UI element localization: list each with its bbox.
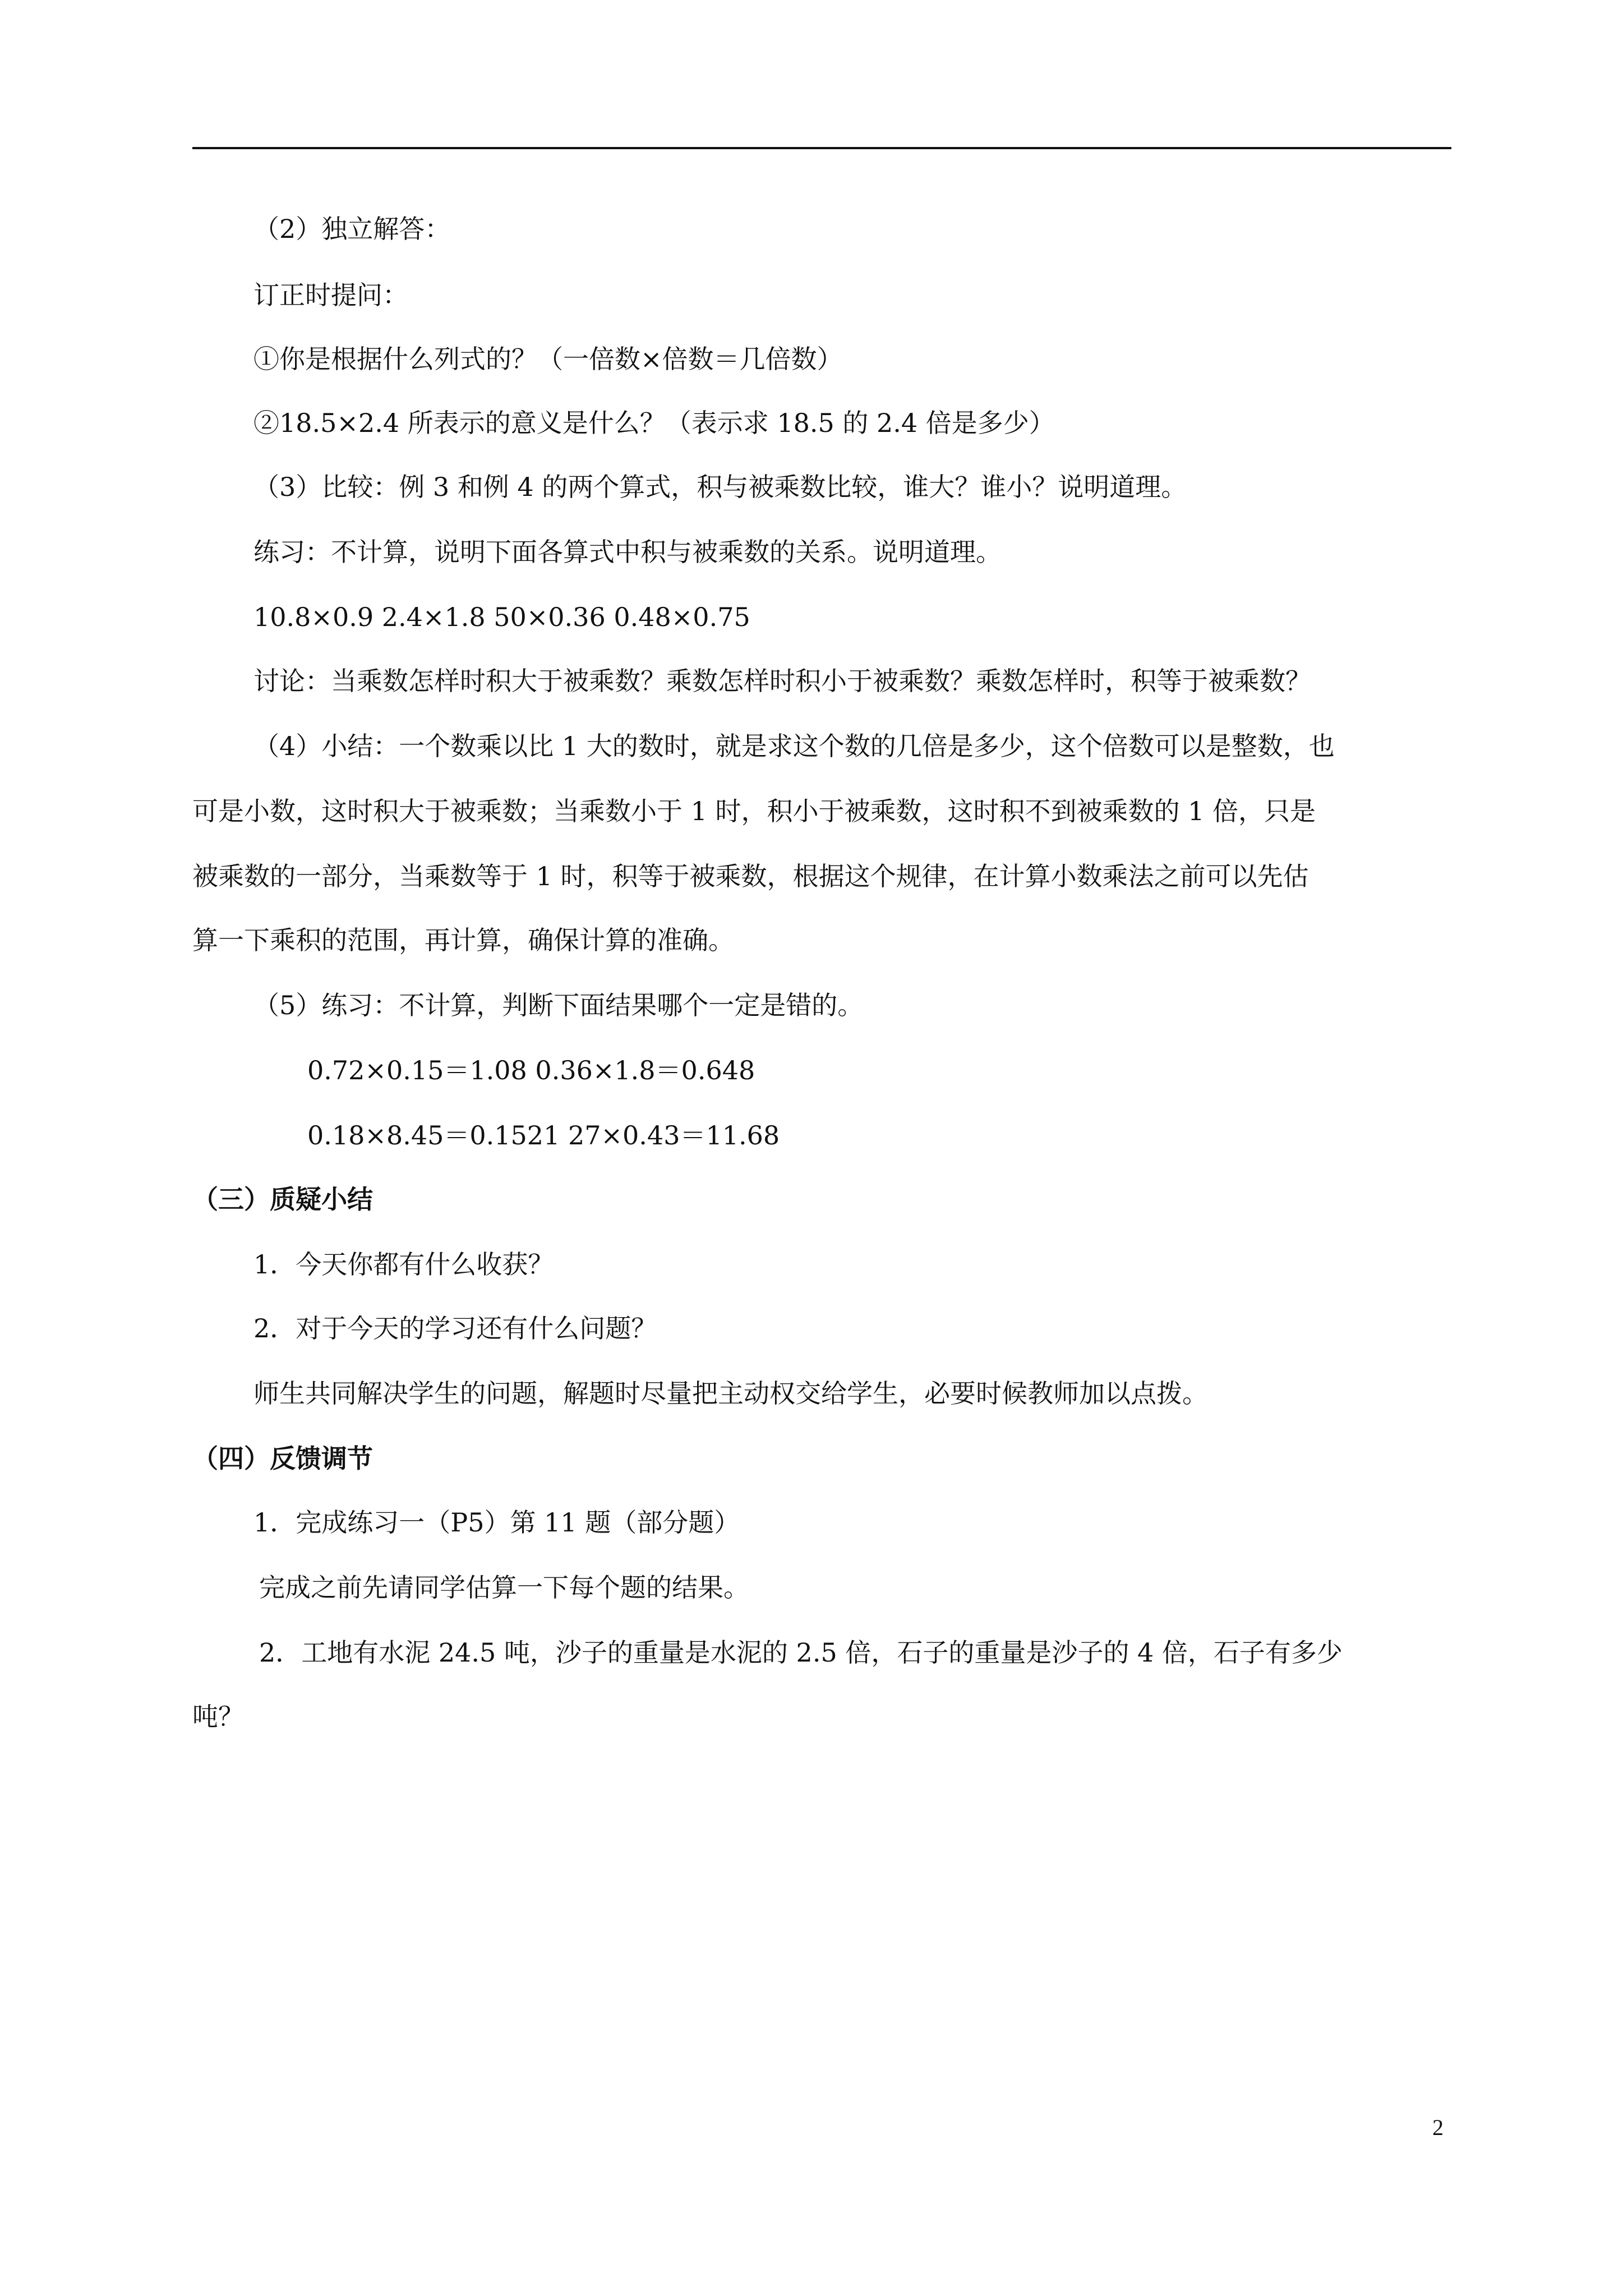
summary-line-4: 算一下乘积的范围，再计算，确保计算的准确。 — [192, 925, 734, 955]
section-4-heading: （四）反馈调节 — [192, 1443, 373, 1474]
reflection-question-1: 1．今天你都有什么收获？ — [253, 1249, 554, 1280]
question-2: ②18.5×2.4 所表示的意义是什么？（表示求 18.5 的 2.4 倍是多少） — [253, 408, 1055, 438]
step-2-heading: （2）独立解答： — [253, 214, 451, 244]
reflection-paragraph: 师生共同解决学生的问题，解题时尽量把主动权交给学生，必要时候教师加以点拨。 — [253, 1378, 1208, 1409]
step-5-practice: （5）练习：不计算，判断下面结果哪个一定是错的。 — [253, 990, 864, 1020]
summary-line-1: （4）小结：一个数乘以比 1 大的数时，就是求这个数的几倍是多少，这个倍数可以是整数，也 — [253, 731, 1335, 761]
feedback-item-1: 1．完成练习一（P5）第 11 题（部分题） — [253, 1507, 740, 1538]
page-number: 2 — [1432, 2115, 1444, 2140]
practice-intro: 练习：不计算，说明下面各算式中积与被乘数的关系。说明道理。 — [253, 537, 1002, 567]
header-rule — [192, 147, 1451, 149]
reflection-question-2: 2．对于今天的学习还有什么问题？ — [253, 1313, 657, 1343]
practice-equations-1: 0.72×0.15＝1.08 0.36×1.8＝0.648 — [307, 1055, 755, 1085]
practice-expressions: 10.8×0.9 2.4×1.8 50×0.36 0.48×0.75 — [253, 602, 750, 632]
feedback-item-2-line-2: 吨？ — [192, 1701, 244, 1732]
discussion-paragraph: 讨论：当乘数怎样时积大于被乘数？乘数怎样时积小于被乘数？乘数怎样时，积等于被乘数？ — [253, 666, 1311, 696]
summary-line-3: 被乘数的一部分，当乘数等于 1 时，积等于被乘数，根据这个规律，在计算小数乘法之前可以先估 — [192, 861, 1309, 891]
question-1: ①你是根据什么列式的？（一倍数×倍数＝几倍数） — [253, 344, 843, 374]
section-3-heading: （三）质疑小结 — [192, 1184, 373, 1214]
summary-line-2: 可是小数，这时积大于被乘数；当乘数小于 1 时，积小于被乘数，这时积不到被乘数的 1 倍，只是 — [192, 796, 1316, 826]
feedback-item-1-note: 完成之前先请同学估算一下每个题的结果。 — [259, 1572, 749, 1603]
practice-equations-2: 0.18×8.45＝0.1521 27×0.43＝11.68 — [307, 1120, 780, 1151]
correction-question-intro: 订正时提问： — [253, 280, 408, 310]
step-3-compare: （3）比较：例 3 和例 4 的两个算式，积与被乘数比较，谁大？谁小？说明道理。 — [253, 472, 1187, 502]
feedback-item-2-line-1: 2．工地有水泥 24.5 吨，沙子的重量是水泥的 2.5 倍，石子的重量是沙子的 4 倍，石子有多少 — [259, 1637, 1343, 1668]
